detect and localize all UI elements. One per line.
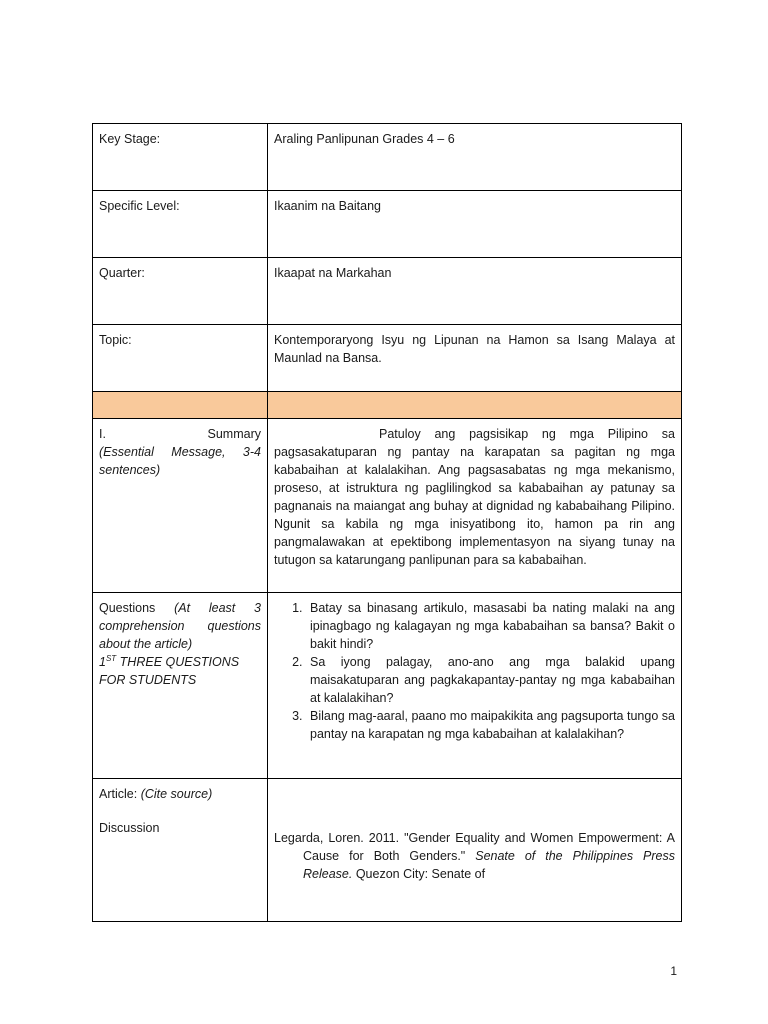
questions-label-cell: [93, 593, 268, 779]
quarter-row: [93, 258, 682, 325]
article-note: (Cite source): [140, 787, 213, 801]
article-citation-cell: [268, 779, 682, 922]
lesson-plan-table: [92, 123, 682, 922]
discussion-label: Discussion: [99, 821, 160, 835]
summary-label-cell: [93, 419, 268, 593]
specific-level-value: Ikaanim na Baitang: [268, 191, 682, 258]
question-item-3: 3. Bilang mag-aaral, paano mo maipakikita ang pagsuporta tungo sa pantay na karapatan ng mga kababaihan at kalalakihan?: [306, 707, 675, 743]
summary-word: Summary: [207, 427, 261, 441]
question-item-2: 2. Sa iyong palagay, ano-ano ang mga balakid upang maisakatuparan ang pagkakapantay-pantay ng mga kababaihan at kalalakihan?: [306, 653, 675, 707]
question-item-1: 1. Batay sa binasang artikulo, masasabi ba nating malaki na ang ipinagbago ng kalagayan ng mga kababaihan sa bansa? Bakit o bakit hindi?: [306, 599, 675, 653]
topic-label: Topic:: [93, 325, 268, 392]
orange-divider-cell-right: [268, 392, 682, 419]
summary-numeral: I.: [99, 427, 106, 441]
key-stage-label: Key Stage:: [93, 124, 268, 191]
key-stage-row: [93, 124, 682, 191]
article-label-line: [99, 785, 261, 803]
questions-list: [274, 599, 675, 743]
questions-label: Questions: [99, 601, 156, 615]
page-number: 1: [670, 964, 677, 978]
article-row: [93, 779, 682, 922]
orange-divider-cell-left: [93, 392, 268, 419]
article-citation: Legarda, Loren. 2011. "Gender Equality and Women Empowerment: A Cause for Both Genders." Senate of the Philippines Press Release. Quezon City: Senate of: [274, 831, 675, 881]
specific-level-label: Specific Level:: [93, 191, 268, 258]
quarter-label: Quarter:: [93, 258, 268, 325]
topic-value: Kontemporaryong Isyu ng Lipunan na Hamon sa Isang Malaya at Maunlad na Bansa.: [268, 325, 682, 392]
topic-row: [93, 325, 682, 392]
summary-note: (Essential Message, 3-4 sentences): [99, 445, 261, 477]
questions-list-cell: [268, 593, 682, 779]
summary-text-cell: [268, 419, 682, 593]
summary-row: [93, 419, 682, 593]
article-label-cell: [93, 779, 268, 922]
key-stage-value: Araling Panlipunan Grades 4 – 6: [268, 124, 682, 191]
questions-label-block: [99, 599, 261, 653]
questions-row: [93, 593, 682, 779]
orange-divider-row: [93, 392, 682, 419]
questions-subheading: 1ST THREE QUESTIONS FOR STUDENTS: [99, 654, 240, 687]
specific-level-row: [93, 191, 682, 258]
questions-note: (At least 3 comprehension questions about the article): [99, 601, 261, 651]
quarter-value: Ikaapat na Markahan: [268, 258, 682, 325]
article-label: Article:: [99, 787, 138, 801]
summary-text: Patuloy ang pagsisikap ng mga Pilipino sa pagsasakatuparan ng pantay na karapatan sa pagitan ng mga kababaihan at kalalakihan. Ang pagsasabatas ng mga mekanismo, proseso, at istruktura ng paglilingkod sa kababaihan ay patunay sa pagnanais na maiangat ang buhay at dignidad ng kababaihang Pilipino. Ngunit sa kabila ng mga inisyatibong ito, hamon pa rin ang pangmalawakan at epektibong implementasyon na siyang tunay na tutugon sa katarungang panlipunan para sa kababaihan.: [274, 427, 675, 567]
